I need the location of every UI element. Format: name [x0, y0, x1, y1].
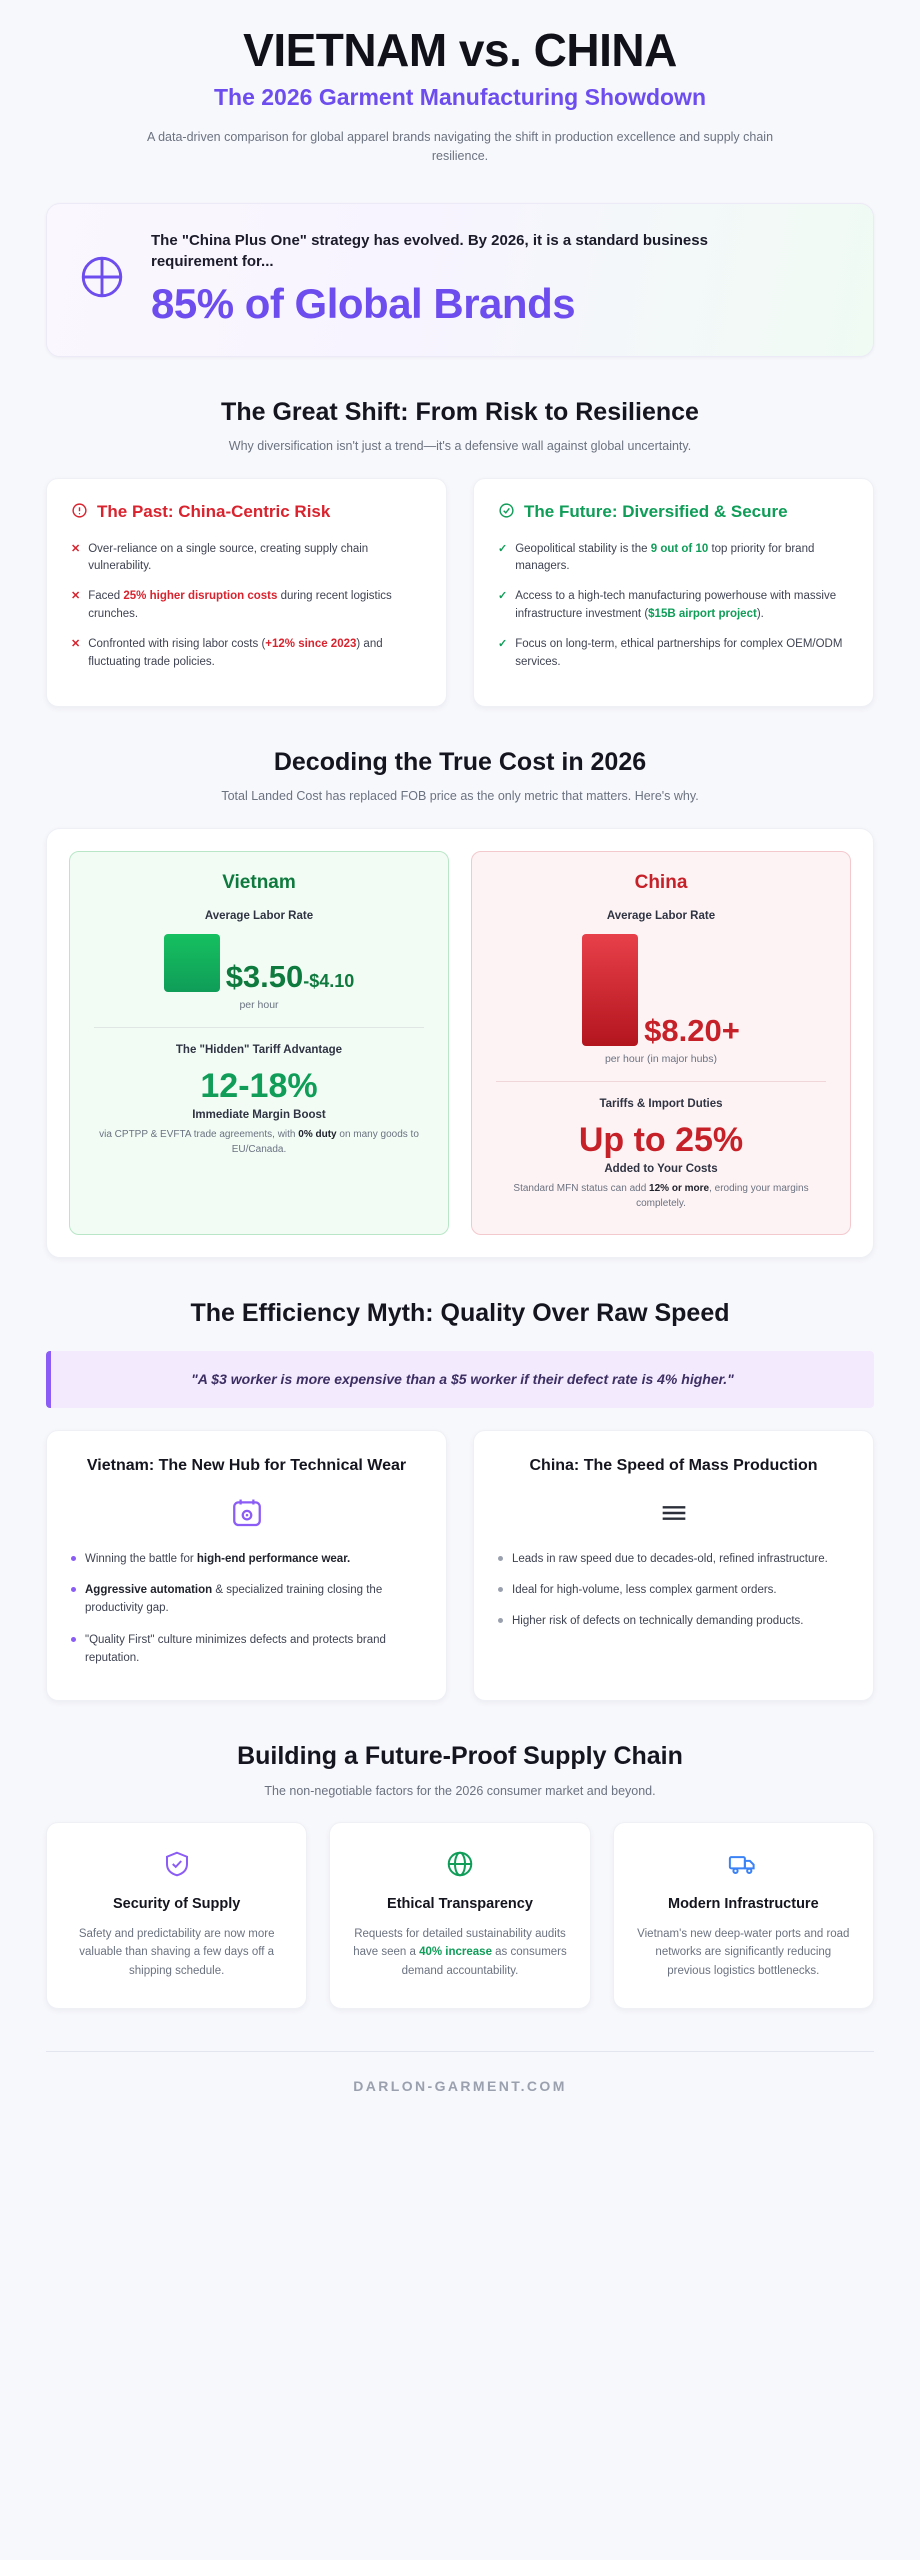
future-bullet-list [498, 541, 849, 672]
section-head [0, 1298, 920, 1329]
alert-circle-icon [71, 502, 88, 525]
section-subtitle: Why diversification isn't just a trend—it's a defensive wall against global uncertainty. [228, 438, 692, 453]
metric-label-secondary: The "Hidden" Tariff Advantage [175, 1043, 343, 1056]
list-item: ✕ Faced 25% higher disruption costs during recent logistics crunches. [71, 588, 422, 624]
cost-comparison [46, 828, 874, 1258]
list-item: ✓ Access to a high-tech manufacturing powerhouse with massive infrastructure investment ($15B airport project). [498, 588, 849, 624]
hero-text [151, 230, 843, 330]
globe-grid-icon [77, 252, 127, 307]
cost-column-vietnam [69, 851, 449, 1235]
card-future-secure [473, 478, 874, 707]
section-efficiency [0, 1298, 920, 1702]
card-title [71, 501, 422, 525]
tariff-stat: Up to 25% [578, 1120, 744, 1159]
bullet-dot-icon [71, 1556, 76, 1561]
page-lede: A data-driven comparison for global apparel brands navigating the shift in production excellence and supply chain resilience. [146, 129, 774, 164]
bullet-dot-icon [71, 1587, 76, 1592]
list-item: "Quality First" culture minimizes defects and protects brand reputation. [71, 1631, 422, 1668]
card-title-text: Vietnam: The New Hub for Technical Wear [86, 1457, 407, 1475]
price-note: per hour [239, 998, 279, 1011]
section-true-cost [0, 747, 920, 1258]
shift-cards [46, 478, 874, 707]
check-icon: ✓ [498, 542, 508, 555]
labor-price: $3.50-$4.10 [225, 958, 355, 994]
pillar-security-of-supply [46, 1822, 307, 2009]
pillar-cards [46, 1822, 874, 2009]
card-title-text: The Past: China-Centric Risk [97, 501, 331, 521]
price-note: per hour (in major hubs) [604, 1052, 718, 1065]
list-item: Winning the battle for high-end performance wear. [71, 1550, 422, 1568]
bullet-dot-icon [498, 1587, 503, 1592]
bar-china-labor [582, 934, 638, 1046]
x-icon: ✕ [71, 637, 81, 650]
hero-lead: The "China Plus One" strategy has evolved. By 2026, it is a standard business requirement for... [151, 231, 708, 271]
footer-brand: DARLON-GARMENT.COM [353, 2078, 567, 2095]
check-icon: ✓ [498, 590, 508, 603]
stat-note: via CPTPP & EVFTA trade agreements, with 0% duty on many goods to EU/Canada. [99, 1128, 419, 1156]
section-title: The Great Shift: From Risk to Resilience [221, 397, 699, 426]
list-item: Leads in raw speed due to decades-old, refined infrastructure. [498, 1550, 849, 1568]
metric-label-secondary: Tariffs & Import Duties [599, 1097, 723, 1110]
bullet-dot-icon [498, 1618, 503, 1623]
section-head [0, 747, 920, 806]
list-item: ✓ Focus on long-term, ethical partnerships for complex OEM/ODM services. [498, 636, 849, 672]
globe-icon [350, 1849, 569, 1879]
list-item: Ideal for high-volume, less complex garment orders. [498, 1581, 849, 1599]
page-subtitle: The 2026 Garment Manufacturing Showdown [213, 84, 706, 111]
pillar-ethical-transparency [329, 1822, 590, 2009]
page-header [0, 0, 920, 175]
tariff-advantage-stat: 12-18% [200, 1066, 318, 1105]
x-icon: ✕ [71, 590, 81, 603]
metric-label: Average Labor Rate [204, 909, 314, 922]
x-icon: ✕ [71, 542, 81, 555]
bullet-dot-icon [71, 1637, 76, 1642]
card-past-risk [46, 478, 447, 707]
country-name: Vietnam [222, 871, 296, 893]
shield-check-icon [67, 1849, 286, 1879]
check-circle-icon [498, 502, 515, 525]
list-item: Higher risk of defects on technically demanding products. [498, 1612, 849, 1630]
stat-caption: Immediate Margin Boost [192, 1108, 326, 1121]
hero-stat: 85% of Global Brands [151, 280, 576, 328]
section-great-shift [0, 397, 920, 707]
divider [94, 1027, 424, 1028]
pillar-title: Security of Supply [113, 1896, 241, 1913]
pillar-text: Safety and predictability are now more valuable than shaving a few days off a shipping schedule. [78, 1928, 275, 1977]
bullet-dot-icon [498, 1556, 503, 1561]
metric-label: Average Labor Rate [606, 909, 716, 922]
page-footer [46, 2051, 874, 2094]
card-vietnam-technical-wear [46, 1430, 447, 1701]
country-name: China [634, 871, 688, 893]
list-item: ✕ Over-reliance on a single source, creating supply chain vulnerability. [71, 541, 422, 577]
list-item: ✕ Confronted with rising labor costs (+12% since 2023) and fluctuating trade policies. [71, 636, 422, 672]
section-future-proof [0, 1741, 920, 2009]
labor-rate-bar-group [88, 934, 430, 992]
cost-column-china [471, 851, 851, 1235]
section-title: Decoding the True Cost in 2026 [273, 747, 647, 776]
divider [496, 1081, 826, 1082]
card-title-text: The Future: Diversified & Secure [524, 501, 788, 521]
card-china-mass-production [473, 1430, 874, 1701]
past-bullet-list [71, 541, 422, 672]
list-item: Aggressive automation & specialized training closing the productivity gap. [71, 1581, 422, 1618]
pillar-title: Modern Infrastructure [667, 1896, 819, 1913]
stat-note: Standard MFN status can add 12% or more, eroding your margins completely. [513, 1182, 809, 1210]
efficiency-cards [46, 1430, 874, 1701]
pillar-text: Requests for detailed sustainability audits have seen a 40% increase as consumers demand accountability. [353, 1928, 567, 1977]
bar-vietnam-labor [164, 934, 220, 992]
menu-lines-icon [498, 1496, 849, 1530]
section-subtitle: Total Landed Cost has replaced FOB price as the only metric that matters. Here's why. [221, 788, 699, 803]
hero-banner [46, 203, 874, 357]
card-title-text: China: The Speed of Mass Production [529, 1457, 818, 1475]
list-item: ✓ Geopolitical stability is the 9 out of 10 top priority for brand managers. [498, 541, 849, 577]
section-subtitle: The non-negotiable factors for the 2026 consumer market and beyond. [264, 1783, 656, 1798]
card-title [498, 501, 849, 525]
truck-icon [634, 1849, 853, 1879]
section-head [0, 397, 920, 456]
labor-price: $8.20+ [644, 1012, 740, 1048]
section-title: Building a Future-Proof Supply Chain [237, 1742, 683, 1771]
china-efficiency-list [498, 1550, 849, 1631]
vietnam-efficiency-list [71, 1550, 422, 1668]
pillar-title: Ethical Transparency [387, 1896, 533, 1913]
page-title: VIETNAM vs. CHINA [243, 24, 677, 76]
stat-caption: Added to Your Costs [604, 1162, 718, 1175]
labor-rate-bar-group [490, 934, 832, 1046]
pillar-modern-infrastructure [613, 1822, 874, 2009]
section-head [0, 1741, 920, 1800]
pillar-text: Vietnam's new deep-water ports and road networks are significantly reducing previous logistics bottlenecks. [637, 1928, 850, 1977]
check-icon: ✓ [498, 637, 508, 650]
calendar-target-icon [71, 1496, 422, 1530]
pull-quote: "A $3 worker is more expensive than a $5 worker if their defect rate is 4% higher." [46, 1351, 874, 1408]
section-title: The Efficiency Myth: Quality Over Raw Speed [190, 1298, 730, 1327]
